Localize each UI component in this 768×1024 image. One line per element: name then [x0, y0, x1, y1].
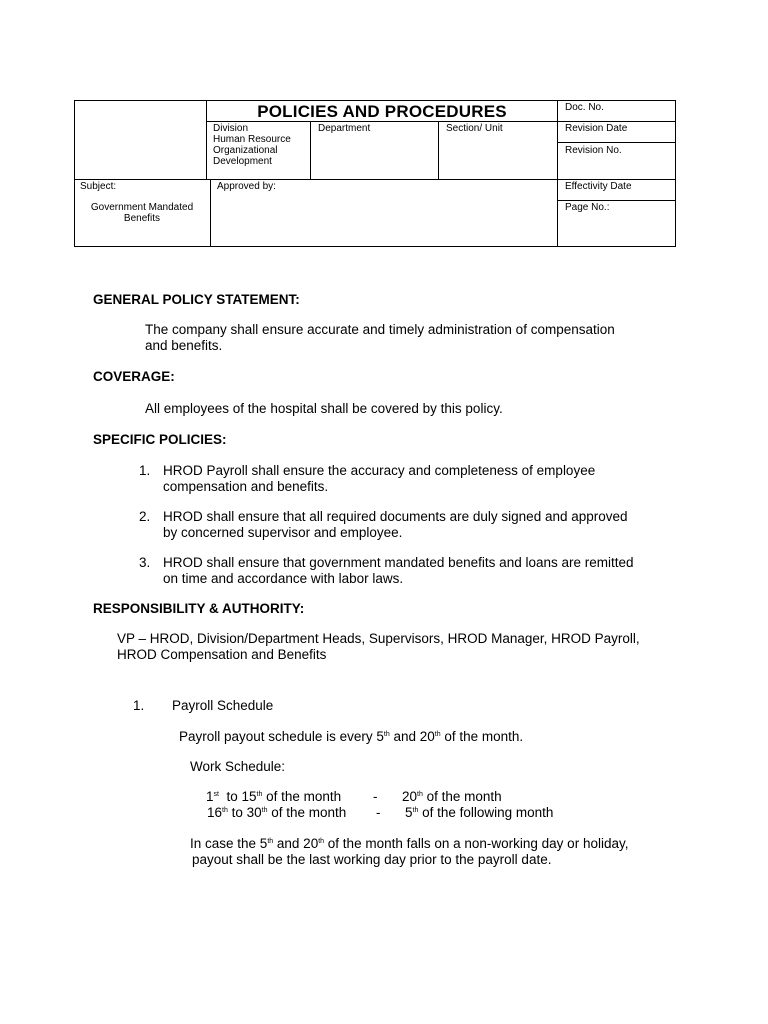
schedule-dash: - — [373, 789, 378, 804]
payroll-heading: Payroll Schedule — [172, 698, 274, 713]
department-label: Department — [318, 123, 371, 134]
work-schedule-label: Work Schedule: — [190, 759, 286, 774]
policy-item-line: HROD shall ensure that all required documents are duly signed and approved — [163, 509, 628, 524]
schedule-range — [207, 805, 346, 821]
holiday-note-line-1 — [190, 836, 628, 852]
document-title: POLICIES AND PROCEDURES — [257, 102, 507, 121]
approved-by-label: Approved by: — [217, 181, 276, 192]
text-part: 5 — [405, 805, 413, 820]
policy-item-line: compensation and benefits. — [163, 479, 329, 494]
coverage-heading: COVERAGE: — [93, 369, 175, 384]
policy-item-line: by concerned supervisor and employee. — [163, 525, 403, 540]
division-value-3: Development — [213, 156, 272, 167]
subject-value-2: Benefits — [123, 213, 161, 224]
text-part: of the month — [262, 789, 342, 804]
page-no-label: Page No.: — [565, 202, 610, 213]
policy-item-number: 3. — [139, 555, 151, 570]
text-part: to 30 — [227, 805, 262, 820]
superscript: th — [267, 838, 274, 845]
division-label: Division — [213, 123, 249, 134]
subject-value-1: Government Mandated — [90, 202, 194, 213]
section-label: Section/ Unit — [446, 123, 503, 134]
superscript: th — [256, 791, 263, 798]
text-part: Payroll payout schedule is every 5 — [179, 729, 384, 744]
text-part: of the month — [422, 789, 502, 804]
text-part: 20 — [402, 789, 418, 804]
revision-no-label: Revision No. — [565, 145, 622, 156]
payroll-number: 1. — [133, 698, 145, 713]
policy-item-line: HROD shall ensure that government mandated benefits and loans are remitted — [163, 555, 634, 570]
effectivity-date-label: Effectivity Date — [565, 181, 632, 192]
policy-item-line: on time and accordance with labor laws. — [163, 571, 404, 586]
policy-item-number: 2. — [139, 509, 151, 524]
coverage-text: All employees of the hospital shall be covered by this policy. — [145, 401, 503, 416]
superscript: st — [213, 791, 219, 798]
payout-schedule-text — [179, 729, 523, 745]
general-policy-heading: GENERAL POLICY STATEMENT: — [93, 292, 300, 307]
text-part: In case the 5 — [190, 836, 268, 851]
text-part: of the following month — [418, 805, 554, 820]
policy-item-line: HROD Payroll shall ensure the accuracy and completeness of employee — [163, 463, 596, 478]
superscript: th — [383, 731, 390, 738]
superscript: th — [222, 807, 228, 814]
schedule-payday — [402, 789, 502, 805]
specific-policies-heading: SPECIFIC POLICIES: — [93, 432, 227, 447]
superscript: th — [434, 731, 441, 738]
text-part: of the month falls on a non-working day or holiday, — [324, 836, 629, 851]
responsibility-line-2: HROD Compensation and Benefits — [117, 647, 327, 662]
general-policy-line-2: and benefits. — [145, 338, 223, 353]
text-part: 1 — [206, 789, 214, 804]
division-value-2: Organizational — [213, 145, 278, 156]
policy-item-number: 1. — [139, 463, 151, 478]
text-part: to 15 — [218, 789, 257, 804]
text-part: of the month. — [440, 729, 524, 744]
superscript: th — [318, 838, 325, 845]
superscript: th — [417, 791, 423, 798]
subject-label: Subject: — [80, 181, 117, 192]
schedule-payday — [405, 805, 553, 821]
schedule-range — [206, 789, 341, 805]
doc-no-label: Doc. No. — [565, 102, 604, 113]
responsibility-line-1: VP – HROD, Division/Department Heads, Supervisors, HROD Manager, HROD Payroll, — [117, 631, 640, 646]
schedule-dash: - — [376, 805, 381, 820]
holiday-note-line-2: payout shall be the last working day prior to the payroll date. — [192, 852, 552, 867]
revision-date-label: Revision Date — [565, 123, 628, 134]
general-policy-line-1: The company shall ensure accurate and timely administration of compensation — [145, 322, 615, 337]
text-part: and 20 — [389, 729, 435, 744]
division-value-1: Human Resource — [213, 134, 291, 145]
superscript: th — [261, 807, 268, 814]
responsibility-heading: RESPONSIBILITY & AUTHORITY: — [93, 601, 305, 616]
superscript: th — [412, 807, 419, 814]
text-part: and 20 — [273, 836, 319, 851]
text-part: 16 — [207, 805, 223, 820]
text-part: of the month — [267, 805, 347, 820]
